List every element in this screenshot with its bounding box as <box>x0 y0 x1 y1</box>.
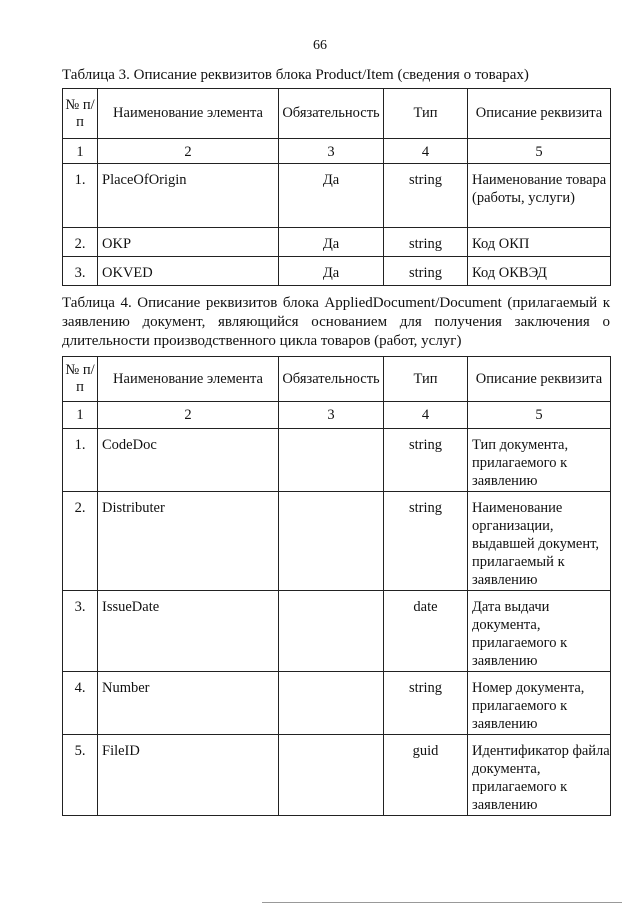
row-type: guid <box>384 735 468 816</box>
table-row <box>63 492 611 591</box>
row-description: Код ОКВЭД <box>468 257 611 286</box>
row-description: Дата выдачи документа, прилагаемого к заявлению <box>468 591 611 672</box>
row-type: string <box>384 164 468 228</box>
header-name: Наименование элемента <box>98 89 279 139</box>
colnum: 4 <box>384 139 468 164</box>
row-description: Тип документа, прилагаемого к заявлению <box>468 429 611 492</box>
header-description: Описание реквизита <box>468 89 611 139</box>
header-type: Тип <box>384 357 468 402</box>
colnum: 2 <box>98 139 279 164</box>
row-name: PlaceOfOrigin <box>98 164 279 228</box>
table-row <box>63 228 611 257</box>
row-type: string <box>384 492 468 591</box>
table-row <box>63 735 611 816</box>
table-row <box>63 591 611 672</box>
row-required <box>279 492 384 591</box>
header-type: Тип <box>384 89 468 139</box>
column-number-row <box>63 402 611 429</box>
table-row <box>63 672 611 735</box>
row-no: 1. <box>63 429 98 492</box>
table-row <box>63 257 611 286</box>
scan-edge-line <box>262 902 622 903</box>
page-number: 66 <box>313 38 327 53</box>
row-type: date <box>384 591 468 672</box>
row-required <box>279 591 384 672</box>
colnum: 3 <box>279 139 384 164</box>
row-no: 3. <box>63 257 98 286</box>
table-header-row <box>63 89 611 139</box>
row-description: Код ОКП <box>468 228 611 257</box>
row-type: string <box>384 257 468 286</box>
row-name: CodeDoc <box>98 429 279 492</box>
row-name: IssueDate <box>98 591 279 672</box>
colnum: 5 <box>468 139 611 164</box>
colnum: 5 <box>468 402 611 429</box>
table-row <box>63 164 611 228</box>
row-description: Наименование товара (работы, услуги) <box>468 164 611 228</box>
header-no: № п/п <box>63 357 98 402</box>
table-row <box>63 429 611 492</box>
row-name: OKP <box>98 228 279 257</box>
row-required <box>279 672 384 735</box>
header-no: № п/п <box>63 89 98 139</box>
row-no: 1. <box>63 164 98 228</box>
row-no: 2. <box>63 228 98 257</box>
table-header-row <box>63 357 611 402</box>
row-no: 4. <box>63 672 98 735</box>
row-description: Наименование организации, выдавшей документ, прилагаемый к заявлению <box>468 492 611 591</box>
colnum: 3 <box>279 402 384 429</box>
table3 <box>62 88 611 286</box>
row-required <box>279 429 384 492</box>
row-no: 2. <box>63 492 98 591</box>
row-description: Номер документа, прилагаемого к заявлению <box>468 672 611 735</box>
row-name: Number <box>98 672 279 735</box>
row-required: Да <box>279 257 384 286</box>
row-name: Distributer <box>98 492 279 591</box>
row-required: Да <box>279 164 384 228</box>
row-type: string <box>384 672 468 735</box>
header-required: Обязательность <box>279 89 384 139</box>
header-name: Наименование элемента <box>98 357 279 402</box>
colnum: 1 <box>63 402 98 429</box>
row-description: Идентификатор файла документа, прилагаемого к заявлению <box>468 735 611 816</box>
table3-caption: Таблица 3. Описание реквизитов блока Product/Item (сведения о товарах) <box>62 67 529 83</box>
row-name: FileID <box>98 735 279 816</box>
header-required: Обязательность <box>279 357 384 402</box>
colnum: 2 <box>98 402 279 429</box>
row-required: Да <box>279 228 384 257</box>
column-number-row <box>63 139 611 164</box>
table4-caption: Таблица 4. Описание реквизитов блока AppliedDocument/Document (прилагаемый к заявлению документ, являющийся основанием для получения заключения о длительности производственного цикла товаров (работ, услуг) <box>62 295 610 349</box>
row-type: string <box>384 228 468 257</box>
colnum: 1 <box>63 139 98 164</box>
row-name: OKVED <box>98 257 279 286</box>
table4 <box>62 356 611 816</box>
row-required <box>279 735 384 816</box>
row-type: string <box>384 429 468 492</box>
row-no: 3. <box>63 591 98 672</box>
header-description: Описание реквизита <box>468 357 611 402</box>
colnum: 4 <box>384 402 468 429</box>
row-no: 5. <box>63 735 98 816</box>
